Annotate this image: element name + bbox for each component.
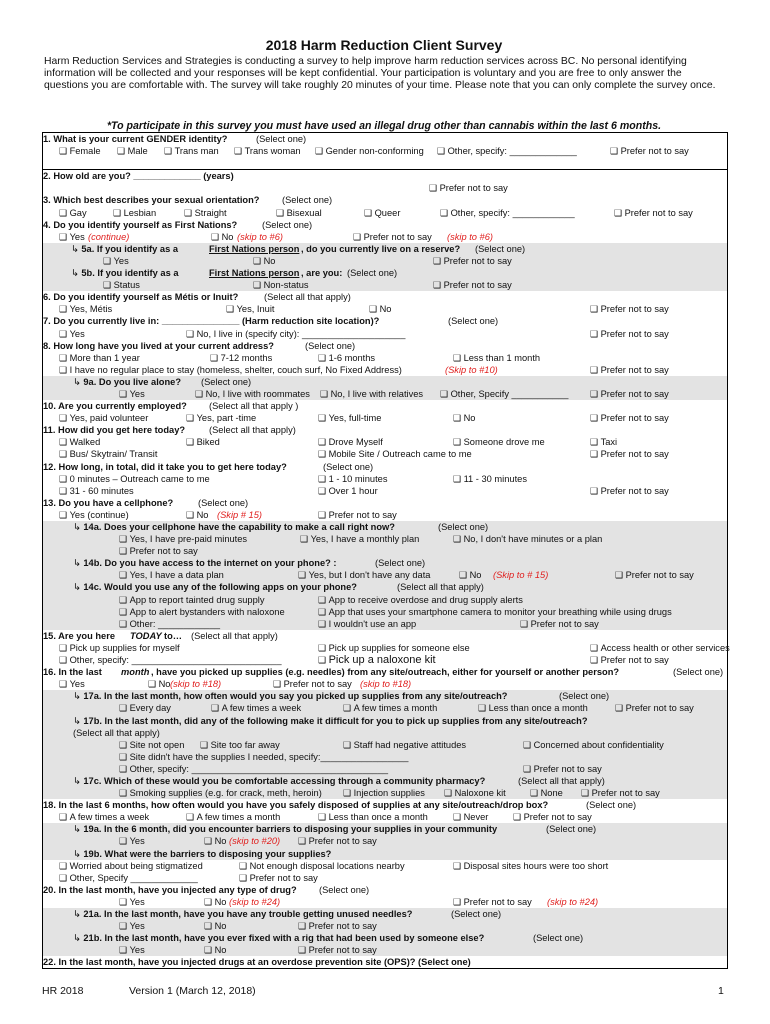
question-text: ↳ 5b. If you identify as a xyxy=(71,267,179,279)
answer-checkbox-option[interactable]: ❑ Site too far away xyxy=(200,739,280,751)
answer-checkbox-option[interactable]: ❑ 0 minutes – Outreach came to me xyxy=(59,473,210,485)
answer-checkbox-option[interactable]: ❑ A few times a month xyxy=(186,811,280,823)
question-text: , have you picked up supplies (e.g. needles) from any site/outreach, either for yourself or another person? xyxy=(151,667,620,678)
instruction-text: (Select one) xyxy=(546,824,597,835)
question-text: 20. In the last month, have you injected any type of drug? xyxy=(43,884,297,895)
answer-checkbox-option[interactable]: ❑ Yes xyxy=(119,920,145,932)
question-row xyxy=(43,424,727,436)
instruction-text: (Select one) xyxy=(375,558,426,569)
skip-instruction: (Skip to #10) xyxy=(445,364,498,375)
answer-row xyxy=(43,533,727,545)
skip-instruction: (skip to #18) xyxy=(360,679,412,690)
question-text: , are you: xyxy=(301,268,343,279)
answer-row xyxy=(43,896,727,908)
question-text: ↳ 17c. Which of these would you be comfortable accessing through a community pharmacy? xyxy=(73,775,485,787)
answer-checkbox-option[interactable]: ❑ Prefer not to say xyxy=(590,303,669,315)
question-text: 13. Do you have a cellphone? xyxy=(43,497,174,508)
answer-checkbox-option[interactable]: ❑ Yes, I have pre-paid minutes xyxy=(119,533,247,545)
answer-row xyxy=(43,678,727,690)
question-text: 1. What is your current GENDER identity? xyxy=(43,134,228,144)
answer-checkbox-option[interactable]: ❑ No xyxy=(186,509,208,521)
question-row xyxy=(43,267,727,279)
answer-checkbox-option[interactable]: ❑ Prefer not to say xyxy=(298,835,377,847)
answer-checkbox-option[interactable]: ❑ Prefer not to say xyxy=(298,944,377,956)
skip-instruction: (skip to #24) xyxy=(547,896,599,907)
answer-checkbox-option[interactable]: ❑ Walked xyxy=(59,436,100,448)
question-row xyxy=(43,932,727,944)
answer-checkbox-option[interactable]: ❑ No, I live with roommates xyxy=(195,388,310,400)
question-row xyxy=(43,908,727,920)
answer-row xyxy=(43,412,727,424)
answer-checkbox-option[interactable]: ❑ Pick up supplies for someone else xyxy=(318,642,470,654)
answer-checkbox-option[interactable]: ❑ Prefer not to say xyxy=(353,231,432,243)
answer-checkbox-option[interactable]: ❑ Other, Specify ___________ xyxy=(440,388,568,400)
answer-checkbox-option[interactable]: ❑ Yes, I have a data plan xyxy=(119,569,224,581)
question-row xyxy=(43,581,727,593)
answer-checkbox-option[interactable]: ❑ Other, specify: ____________ xyxy=(440,207,575,219)
question-row xyxy=(43,291,727,303)
answer-checkbox-option[interactable]: ❑ Prefer not to say xyxy=(581,787,660,799)
answer-checkbox-option[interactable]: ❑ App to receive overdose and drug supply alerts xyxy=(318,594,523,606)
question-text: 6. Do you identify yourself as Métis or Inuit? xyxy=(43,292,239,303)
question-row xyxy=(43,461,727,473)
answer-checkbox-option[interactable]: ❑ No xyxy=(204,920,226,932)
answer-checkbox-option[interactable]: ❑ No xyxy=(253,255,275,267)
question-row xyxy=(43,340,727,352)
answer-row xyxy=(43,485,727,497)
instruction-text: (Select all that apply) xyxy=(191,630,278,641)
intro-paragraph: Harm Reduction Services and Strategies is conducting a survey to help improve harm reduction services across BC. No personal identifying information will be collected and your responses will be kept confidential. Your participation is voluntary and you are free to only answer the questions you are comfortable with. The survey will take roughly 20 minutes of your time. Please note that you can only complete the survey once. xyxy=(44,56,716,92)
answer-checkbox-option[interactable]: ❑ Yes xyxy=(119,835,145,847)
instruction-text: (Select all that apply ) xyxy=(209,401,299,412)
question-row xyxy=(43,884,727,896)
answer-checkbox-option[interactable]: ❑ Other: ____________ xyxy=(119,618,220,630)
eligibility-notice: *To participate in this survey you must have used an illegal drug other than cannabis within the last 6 months. xyxy=(106,120,662,132)
answer-checkbox-option[interactable]: ❑ No, I live with relatives xyxy=(320,388,423,400)
question-row xyxy=(43,376,727,388)
answer-checkbox-option[interactable]: ❑ Prefer not to say xyxy=(513,811,592,823)
answer-checkbox-option[interactable]: ❑ Biked xyxy=(186,436,220,448)
answer-checkbox-option[interactable]: ❑ Prefer not to say xyxy=(590,654,669,666)
answer-checkbox-option[interactable]: ❑ Disposal sites hours were too short xyxy=(453,860,608,872)
answer-checkbox-option[interactable]: ❑ Pick up a naloxone kit xyxy=(318,654,436,666)
answer-checkbox-option[interactable]: ❑ Yes xyxy=(119,944,145,956)
answer-checkbox-option[interactable]: ❑ No, I don't have minutes or a plan xyxy=(453,533,602,545)
answer-checkbox-option[interactable]: ❑ Yes xyxy=(119,896,145,908)
footer-page-number: 1 xyxy=(718,985,724,997)
question-row xyxy=(43,557,727,569)
instruction-text: (Select one) xyxy=(438,522,489,532)
answer-checkbox-option[interactable]: ❑ Yes, I have a monthly plan xyxy=(300,533,419,545)
answer-checkbox-option[interactable]: ❑ No xyxy=(148,678,170,690)
answer-checkbox-option[interactable]: ❑ Gay xyxy=(59,207,87,219)
answer-checkbox-option[interactable]: ❑ Yes xyxy=(59,231,85,243)
instruction-text: (Select one) xyxy=(201,376,252,387)
answer-checkbox-option[interactable]: ❑ Prefer not to say xyxy=(429,182,508,194)
question-text: ↳ 19b. What were the barriers to disposing your supplies? xyxy=(73,848,331,860)
instruction-text: (Select all that apply) xyxy=(209,425,296,436)
answer-checkbox-option[interactable]: ❑ Male xyxy=(117,145,148,157)
instruction-text: (Select one) xyxy=(305,340,356,351)
answer-checkbox-option[interactable]: ❑ Bus/ Skytrain/ Transit xyxy=(59,448,157,460)
answer-row xyxy=(43,811,727,823)
answer-checkbox-option[interactable]: ❑ Other, specify: _____________ xyxy=(437,145,577,157)
answer-checkbox-option[interactable]: ❑ A few times a month xyxy=(343,702,437,714)
answer-checkbox-option[interactable]: ❑ Pick up supplies for myself xyxy=(59,642,180,654)
answer-checkbox-option[interactable]: ❑ Worried about being stigmatized xyxy=(59,860,203,872)
answer-checkbox-option[interactable]: ❑ No xyxy=(204,835,226,847)
skip-instruction: (skip to #6) xyxy=(237,231,283,242)
answer-checkbox-option[interactable]: ❑ 1 - 10 minutes xyxy=(318,473,388,485)
question-text: , do you currently live on a reserve? xyxy=(301,243,461,254)
question-row xyxy=(43,823,727,835)
answer-checkbox-option[interactable]: ❑ Over 1 hour xyxy=(318,485,378,497)
answer-checkbox-option[interactable]: ❑ I have no regular place to stay (homeless, shelter, couch surf, No Fixed Address) xyxy=(59,364,402,376)
answer-checkbox-option[interactable]: ❑ 7-12 months xyxy=(210,352,272,364)
skip-instruction: (skip to #20) xyxy=(229,836,281,847)
answer-checkbox-option[interactable]: ❑ Site didn't have the supplies I needed, specify:_________________ xyxy=(119,751,408,763)
answer-checkbox-option[interactable]: ❑ Yes (continue) xyxy=(59,509,129,521)
instruction-text: (Select one) xyxy=(451,909,502,919)
answer-checkbox-option[interactable]: ❑ Prefer not to say xyxy=(590,388,669,400)
answer-checkbox-option[interactable]: ❑ None xyxy=(530,787,563,799)
question-row xyxy=(43,848,727,860)
answer-checkbox-option[interactable]: ❑ Prefer not to say xyxy=(590,485,669,497)
instruction-text: (Select one) xyxy=(559,691,610,702)
answer-checkbox-option[interactable]: ❑ Other, specify: ______________________________________ xyxy=(119,763,388,775)
questions-table xyxy=(42,132,728,969)
question-row xyxy=(43,400,727,412)
answer-checkbox-option[interactable]: ❑ Other, specify: _____________________________ xyxy=(59,654,282,666)
answer-row xyxy=(43,545,727,557)
answer-checkbox-option[interactable]: ❑ Prefer not to say xyxy=(590,412,669,424)
question-text: 3. Which best describes your sexual orientation? xyxy=(43,195,260,206)
question-text: 2. How old are you? _____________ (years) xyxy=(43,171,234,182)
answer-row xyxy=(43,279,727,291)
answer-row xyxy=(43,569,727,581)
answer-checkbox-option[interactable]: ❑ No xyxy=(211,231,233,243)
skip-instruction: (skip to #24) xyxy=(229,896,281,907)
answer-checkbox-option[interactable]: ❑ Yes xyxy=(103,255,129,267)
answer-row xyxy=(43,835,727,847)
instruction-text: (Select one) xyxy=(256,134,307,144)
question-row xyxy=(43,315,727,327)
question-text: 7. Do you currently live in: _______________ (Harm reduction site location)? xyxy=(43,316,380,327)
question-row xyxy=(43,157,727,170)
answer-checkbox-option[interactable]: ❑ Prefer not to say xyxy=(433,279,512,291)
answer-checkbox-option[interactable]: ❑ Yes, Métis xyxy=(59,303,112,315)
answer-checkbox-option[interactable]: ❑ Bisexual xyxy=(276,207,322,219)
footer-version: Version 1 (March 12, 2018) xyxy=(129,985,256,997)
answer-checkbox-option[interactable]: ❑ Prefer not to say xyxy=(590,448,669,460)
question-text: ↳ 19a. In the 6 month, did you encounter barriers to disposing your supplies in your community xyxy=(73,823,497,835)
question-row xyxy=(43,775,727,787)
answer-checkbox-option[interactable]: ❑ Yes xyxy=(59,678,85,690)
skip-instruction: (skip to #18) xyxy=(170,679,222,690)
question-row xyxy=(43,497,727,509)
question-row xyxy=(43,630,727,642)
instruction-text: (Select one) xyxy=(673,667,724,678)
question-text: First Nations person xyxy=(209,268,300,279)
question-text: to… xyxy=(164,630,183,641)
question-text: ↳ 14c. Would you use any of the following apps on your phone? xyxy=(73,581,357,593)
answer-checkbox-option[interactable]: ❑ Taxi xyxy=(590,436,617,448)
answer-checkbox-option[interactable]: ❑ Less than once a month xyxy=(478,702,588,714)
answer-checkbox-option[interactable]: ❑ Yes, full-time xyxy=(318,412,381,424)
answer-row xyxy=(43,642,730,654)
answer-checkbox-option[interactable]: ❑ Injection supplies xyxy=(343,787,425,799)
question-row xyxy=(43,715,727,727)
answer-checkbox-option[interactable]: ❑ App to report tainted drug supply xyxy=(119,594,264,606)
instruction-text: (Select all that apply) xyxy=(397,582,484,593)
answer-checkbox-option[interactable]: ❑ Other, Specify _____________ xyxy=(59,872,198,884)
answer-checkbox-option[interactable]: ❑ Yes, but I don't have any data xyxy=(298,569,430,581)
question-text: TODAY xyxy=(130,630,162,641)
skip-instruction: (Skip to # 15) xyxy=(493,570,549,581)
answer-row xyxy=(43,388,727,400)
question-text: ↳ 17a. In the last month, how often would you say you picked up supplies from any site/outreach? xyxy=(73,690,507,702)
answer-row xyxy=(43,145,727,157)
answer-row xyxy=(43,606,727,618)
instruction-text: (Select one) xyxy=(319,884,370,895)
skip-instruction: (skip to #6) xyxy=(447,231,493,242)
answer-checkbox-option[interactable]: ❑ 1-6 months xyxy=(318,352,375,364)
answer-row xyxy=(43,594,727,606)
answer-row xyxy=(43,654,727,666)
answer-checkbox-option[interactable]: ❑ Prefer not to say xyxy=(590,364,669,376)
answer-checkbox-option[interactable]: ❑ No xyxy=(453,412,475,424)
instruction-text: (Select one) xyxy=(198,497,249,508)
question-row xyxy=(43,666,727,678)
answer-row xyxy=(43,436,727,448)
answer-checkbox-option[interactable]: ❑ Non-status xyxy=(253,279,309,291)
answer-row xyxy=(43,944,727,956)
question-text: ↳ 17b. In the last month, did any of the following make it difficult for you to pick up supplies from any site/outreach? xyxy=(73,715,588,727)
answer-row xyxy=(43,739,727,751)
answer-checkbox-option[interactable]: ❑ Prefer not to say xyxy=(615,702,694,714)
answer-checkbox-option[interactable]: ❑ Yes, paid volunteer xyxy=(59,412,148,424)
answer-checkbox-option[interactable]: ❑ Yes xyxy=(119,388,145,400)
question-text: ↳ 9a. Do you live alone? xyxy=(73,376,181,388)
answer-checkbox-option[interactable]: ❑ Prefer not to say xyxy=(615,569,694,581)
answer-row xyxy=(43,473,727,485)
question-text: ↳ 14b. Do you have access to the internet on your phone? : xyxy=(73,557,337,569)
instruction-text: (Select one) xyxy=(475,243,526,254)
answer-checkbox-option[interactable]: ❑ Site not open xyxy=(119,739,184,751)
answer-row xyxy=(43,872,727,884)
instruction-text: (Select one) xyxy=(282,195,333,206)
question-text: 12. How long, in total, did it take you to get here today? xyxy=(43,461,287,472)
answer-row xyxy=(43,702,727,714)
answer-checkbox-option[interactable]: ❑ Straight xyxy=(184,207,227,219)
answer-checkbox-option[interactable]: ❑ Yes, part -time xyxy=(186,412,256,424)
answer-checkbox-option[interactable]: ❑ A few times a week xyxy=(211,702,301,714)
question-text: 10. Are you currently employed? xyxy=(43,401,187,412)
answer-checkbox-option[interactable]: ❑ A few times a week xyxy=(59,811,149,823)
answer-checkbox-option[interactable]: ❑ Prefer not to say xyxy=(453,896,532,908)
answer-checkbox-option[interactable]: ❑ Mobile Site / Outreach came to me xyxy=(318,448,472,460)
answer-checkbox-option[interactable]: ❑ Prefer not to say xyxy=(614,207,693,219)
answer-checkbox-option[interactable]: ❑ 31 - 60 minutes xyxy=(59,485,134,497)
instruction-text: (Select all that apply) xyxy=(73,727,160,738)
answer-checkbox-option[interactable]: ❑ Lesbian xyxy=(113,207,156,219)
answer-checkbox-option[interactable]: ❑ Someone drove me xyxy=(453,436,545,448)
answer-checkbox-option[interactable]: ❑ Concerned about confidentiality xyxy=(523,739,664,751)
footer-code: HR 2018 xyxy=(42,985,84,997)
question-text: First Nations person xyxy=(209,243,300,254)
instruction-text: (Select one) xyxy=(533,933,584,944)
question-row xyxy=(43,194,727,206)
instruction-text: (Select all that apply) xyxy=(264,292,351,303)
question-text: 15. Are you here xyxy=(43,630,115,641)
answer-row xyxy=(43,328,727,340)
answer-checkbox-option[interactable]: ❑ No xyxy=(459,569,481,581)
answer-row xyxy=(43,364,727,376)
answer-checkbox-option[interactable]: ❑ Access health or other services xyxy=(590,642,730,654)
skip-instruction: (Skip # 15) xyxy=(217,509,262,520)
answer-checkbox-option[interactable]: ❑ I wouldn't use an app xyxy=(318,618,416,630)
question-text: ↳ 21a. In the last month, have you have any trouble getting unused needles? xyxy=(73,908,412,920)
answer-checkbox-option[interactable]: ❑ Prefer not to say xyxy=(520,618,599,630)
answer-row xyxy=(43,255,727,267)
answer-checkbox-option[interactable]: ❑ Gender non-conforming xyxy=(315,145,424,157)
answer-row xyxy=(43,920,727,932)
answer-row xyxy=(43,618,727,630)
answer-checkbox-option[interactable]: ❑ Drove Myself xyxy=(318,436,383,448)
answer-checkbox-option[interactable]: ❑ Naloxone kit xyxy=(444,787,506,799)
question-text: ↳ 14a. Does your cellphone have the capability to make a call right now? xyxy=(73,521,395,533)
answer-checkbox-option[interactable]: ❑ Prefer not to say xyxy=(273,678,352,690)
answer-checkbox-option[interactable]: ❑ Prefer not to say xyxy=(610,145,689,157)
answer-row xyxy=(43,860,727,872)
question-text: 18. In the last 6 months, how often would you have you safely disposed of supplies at any site/outreach/drop box? xyxy=(43,800,549,811)
question-row xyxy=(43,219,727,231)
answer-row xyxy=(43,509,727,521)
survey-title: 2018 Harm Reduction Client Survey xyxy=(265,37,503,53)
answer-checkbox-option[interactable]: ❑ Prefer not to say xyxy=(119,545,198,557)
question-text: month xyxy=(121,667,150,678)
instruction-text: (Select one) xyxy=(262,219,313,230)
answer-checkbox-option[interactable]: ❑ App to alert bystanders with naloxone xyxy=(119,606,285,618)
question-row xyxy=(43,170,727,182)
question-text: ↳ 5a. If you identify as a xyxy=(71,243,178,255)
answer-checkbox-option[interactable]: ❑ Female xyxy=(59,145,101,157)
question-row xyxy=(43,799,727,811)
question-row xyxy=(43,243,727,255)
answer-checkbox-option[interactable]: ❑ Trans woman xyxy=(234,145,301,157)
instruction-text: (Select one) xyxy=(323,461,374,472)
answer-checkbox-option[interactable]: ❑ Status xyxy=(103,279,140,291)
answer-checkbox-option[interactable]: ❑ No xyxy=(204,944,226,956)
answer-checkbox-option[interactable]: ❑ Not enough disposal locations nearby xyxy=(239,860,405,872)
answer-checkbox-option[interactable]: ❑ Yes xyxy=(59,328,85,340)
instruction-text: (Select one) xyxy=(347,268,398,279)
answer-checkbox-option[interactable]: ❑ Prefer not to say xyxy=(433,255,512,267)
question-text: 22. In the last month, have you injected drugs at an overdose prevention site (OPS)? (Select one) xyxy=(43,957,471,968)
answer-checkbox-option[interactable]: ❑ Smoking supplies (e.g. for crack, meth, heroin) xyxy=(119,787,322,799)
question-text: ↳ 21b. In the last month, have you ever fixed with a rig that had been used by someone else? xyxy=(73,932,484,944)
answer-checkbox-option[interactable]: ❑ Prefer not to say xyxy=(523,763,602,775)
answer-checkbox-option[interactable]: ❑ Prefer not to say xyxy=(239,872,318,884)
answer-checkbox-option[interactable]: ❑ Yes, Inuit xyxy=(226,303,274,315)
answer-row xyxy=(43,751,727,763)
answer-checkbox-option[interactable]: ❑ No xyxy=(369,303,391,315)
question-row xyxy=(43,690,727,702)
answer-checkbox-option[interactable]: ❑ No xyxy=(204,896,226,908)
answer-row xyxy=(43,231,727,243)
answer-checkbox-option[interactable]: ❑ Less than once a month xyxy=(318,811,428,823)
answer-checkbox-option[interactable]: ❑ Prefer not to say xyxy=(318,509,397,521)
answer-row xyxy=(43,352,727,364)
question-text: 16. In the last xyxy=(43,667,102,678)
answer-checkbox-option[interactable]: ❑ No, I live in (specify city): ____________________ xyxy=(186,328,405,340)
answer-checkbox-option[interactable]: ❑ Queer xyxy=(364,207,400,219)
question-row xyxy=(43,956,727,969)
answer-checkbox-option[interactable]: ❑ 11 - 30 minutes xyxy=(453,473,527,485)
answer-checkbox-option[interactable]: ❑ More than 1 year xyxy=(59,352,140,364)
question-text: 11. How did you get here today? xyxy=(43,425,186,436)
answer-row xyxy=(43,303,727,315)
question-row xyxy=(43,521,727,533)
answer-checkbox-option[interactable]: ❑ Prefer not to say xyxy=(590,328,669,340)
question-row xyxy=(43,133,727,145)
answer-checkbox-option[interactable]: ❑ Never xyxy=(453,811,488,823)
answer-checkbox-option[interactable]: ❑ Less than 1 month xyxy=(453,352,540,364)
answer-checkbox-option[interactable]: ❑ Every day xyxy=(119,702,171,714)
answer-checkbox-option[interactable]: ❑ Prefer not to say xyxy=(298,920,377,932)
answer-row xyxy=(43,787,727,799)
answer-checkbox-option[interactable]: ❑ Staff had negative attitudes xyxy=(343,739,466,751)
question-text: 4. Do you identify yourself as First Nations? xyxy=(43,219,238,230)
instruction-text: (Select all that apply) xyxy=(518,775,605,786)
question-text: 8. How long have you lived at your current address? xyxy=(43,340,274,351)
instruction-text: (Select one) xyxy=(448,316,499,327)
instruction-text: (Select one) xyxy=(586,800,637,811)
answer-row xyxy=(43,448,727,460)
answer-checkbox-option[interactable]: ❑ Trans man xyxy=(164,145,219,157)
skip-instruction: (continue) xyxy=(88,231,130,242)
answer-checkbox-option[interactable]: ❑ App that uses your smartphone camera to monitor your breathing while using drugs xyxy=(318,606,672,618)
answer-row xyxy=(43,727,727,739)
answer-row xyxy=(43,182,727,194)
answer-row xyxy=(43,207,727,219)
answer-row xyxy=(43,763,727,775)
